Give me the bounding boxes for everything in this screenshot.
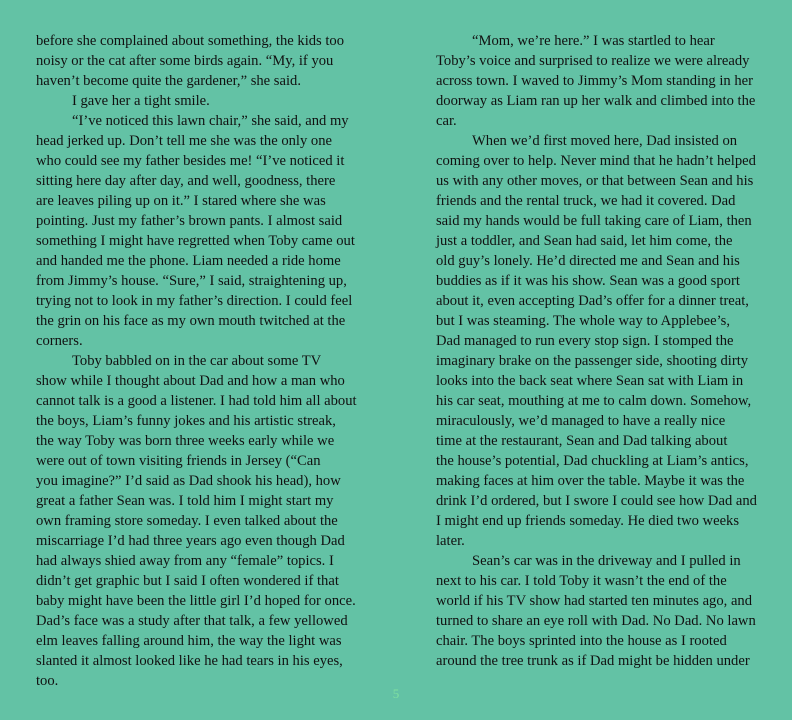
text-line: Sean’s car was in the driveway and I pulled in — [472, 553, 741, 569]
text-line: later. — [436, 533, 465, 549]
text-line: “I’ve noticed this lawn chair,” she said, and my — [72, 113, 349, 129]
text-line: doorway as Liam ran up her walk and climbed into the — [436, 93, 756, 109]
text-line: elm leaves falling around him, the way the light was — [36, 633, 342, 649]
text-line: miscarriage I’d had three years ago even though Dad — [36, 533, 345, 549]
text-line: something I might have regretted when Toby came out — [36, 233, 355, 249]
text-line: head jerked up. Don’t tell me she was the only one — [36, 133, 332, 149]
text-line: looks into the back seat where Sean sat with Liam in — [436, 373, 744, 389]
text-line: slanted it almost looked like he had tears in his eyes, — [36, 653, 343, 669]
text-line: had always shied away from any “female” topics. I — [36, 553, 334, 569]
text-line: the way Toby was born three weeks early while we — [36, 433, 335, 449]
text-line: Dad’s face was a study after that talk, a few yellowed — [36, 613, 348, 629]
text-line: trying not to look in my father’s direction. I could feel — [36, 293, 353, 309]
text-line: old guy’s lonely. He’d directed me and Sean and his — [436, 253, 740, 269]
text-line: his car seat, mouthing at me to calm down. Somehow, — [436, 393, 752, 409]
text-line: imaginary brake on the passenger side, shooting dirty — [436, 353, 749, 369]
text-line: buddies as if it was his show. Sean was a good sport — [436, 273, 740, 289]
text-line: time at the restaurant, Sean and Dad talking about — [436, 433, 728, 449]
text-line: Dad managed to run every stop sign. I stomped the — [436, 333, 734, 349]
text-line: next to his car. I told Toby it wasn’t the end of the — [436, 573, 727, 589]
text-line: Toby babbled on in the car about some TV — [72, 353, 322, 369]
text-line: us with any other moves, or that between Sean and his — [436, 173, 754, 189]
text-line: across town. I waved to Jimmy’s Mom standing in her — [436, 73, 753, 89]
text-line: didn’t get graphic but I said I often wondered if that — [36, 573, 339, 589]
text-line: you imagine?” I’d said as Dad shook his head), how — [36, 473, 341, 489]
text-line: turned to share an eye roll with Dad. No Dad. No lawn — [436, 613, 756, 629]
text-line: the boys, Liam’s funny jokes and his artistic streak, — [36, 413, 336, 429]
text-line: who could see my father besides me! “I’ve noticed it — [36, 153, 345, 169]
text-line: from Jimmy’s house. “Sure,” I said, straightening up, — [36, 273, 347, 289]
text-line: just a toddler, and Sean had said, let him come, the — [436, 233, 733, 249]
text-line: around the tree trunk as if Dad might be hidden under — [436, 653, 750, 669]
text-line: drink I’d ordered, but I swore I could see how Dad and — [436, 493, 757, 509]
text-line: coming over to help. Never mind that he hadn’t helped — [436, 153, 756, 169]
text-line: sitting here day after day, and well, goodness, there — [36, 173, 336, 189]
text-line: before she complained about something, the kids too — [36, 33, 345, 49]
text-line: miraculously, we’d managed to have a really nice — [436, 413, 726, 429]
text-line: I gave her a tight smile. — [72, 93, 210, 109]
right-text-column — [436, 31, 766, 671]
text-line: baby might have been the little girl I’d hoped for once. — [36, 593, 356, 609]
text-line: Toby’s voice and surprised to realize we were already — [436, 53, 750, 69]
text-line: corners. — [36, 333, 83, 349]
text-line: world if his TV show had started ten minutes ago, and — [436, 593, 753, 609]
text-line: the house’s potential, Dad chuckling at Liam’s antics, — [436, 453, 749, 469]
text-line: but I was steaming. The whole way to Applebee’s, — [436, 313, 730, 329]
text-line: car. — [436, 113, 457, 129]
text-line: said my hands would be full taking care of Liam, then — [436, 213, 752, 229]
text-line: too. — [36, 673, 59, 689]
text-line: and handed me the phone. Liam needed a ride home — [36, 253, 341, 269]
text-line: cannot talk is a good a listener. I had told him all about — [36, 393, 357, 409]
text-line: about it, even accepting Dad’s offer for a dinner treat, — [436, 293, 749, 309]
text-line: chair. The boys sprinted into the house as I rooted — [436, 633, 727, 649]
left-text-column — [36, 31, 366, 691]
text-line: show while I thought about Dad and how a man who — [36, 373, 345, 389]
page-number: 5 — [392, 686, 400, 701]
text-line: are leaves piling up on it.” I stared where she was — [36, 193, 326, 209]
text-line: When we’d first moved here, Dad insisted on — [472, 133, 738, 149]
text-line: noisy or the cat after some birds again. “My, if you — [36, 53, 334, 69]
text-line: I might end up friends someday. He died two weeks — [436, 513, 740, 529]
text-line: the grin on his face as my own mouth twitched at the — [36, 313, 346, 329]
text-line: haven’t become quite the gardener,” she said. — [36, 73, 301, 89]
text-line: own framing store someday. I even talked about the — [36, 513, 338, 529]
text-line: making faces at him over the table. Maybe it was the — [436, 473, 745, 489]
text-line: pointing. Just my father’s brown pants. I almost said — [36, 213, 343, 229]
text-line: friends and the rental truck, we had it covered. Dad — [436, 193, 736, 209]
text-line: “Mom, we’re here.” I was startled to hear — [472, 33, 715, 49]
text-line: were out of town visiting friends in Jersey (“Can — [36, 453, 321, 469]
text-line: great a father Sean was. I told him I might start my — [36, 493, 334, 509]
